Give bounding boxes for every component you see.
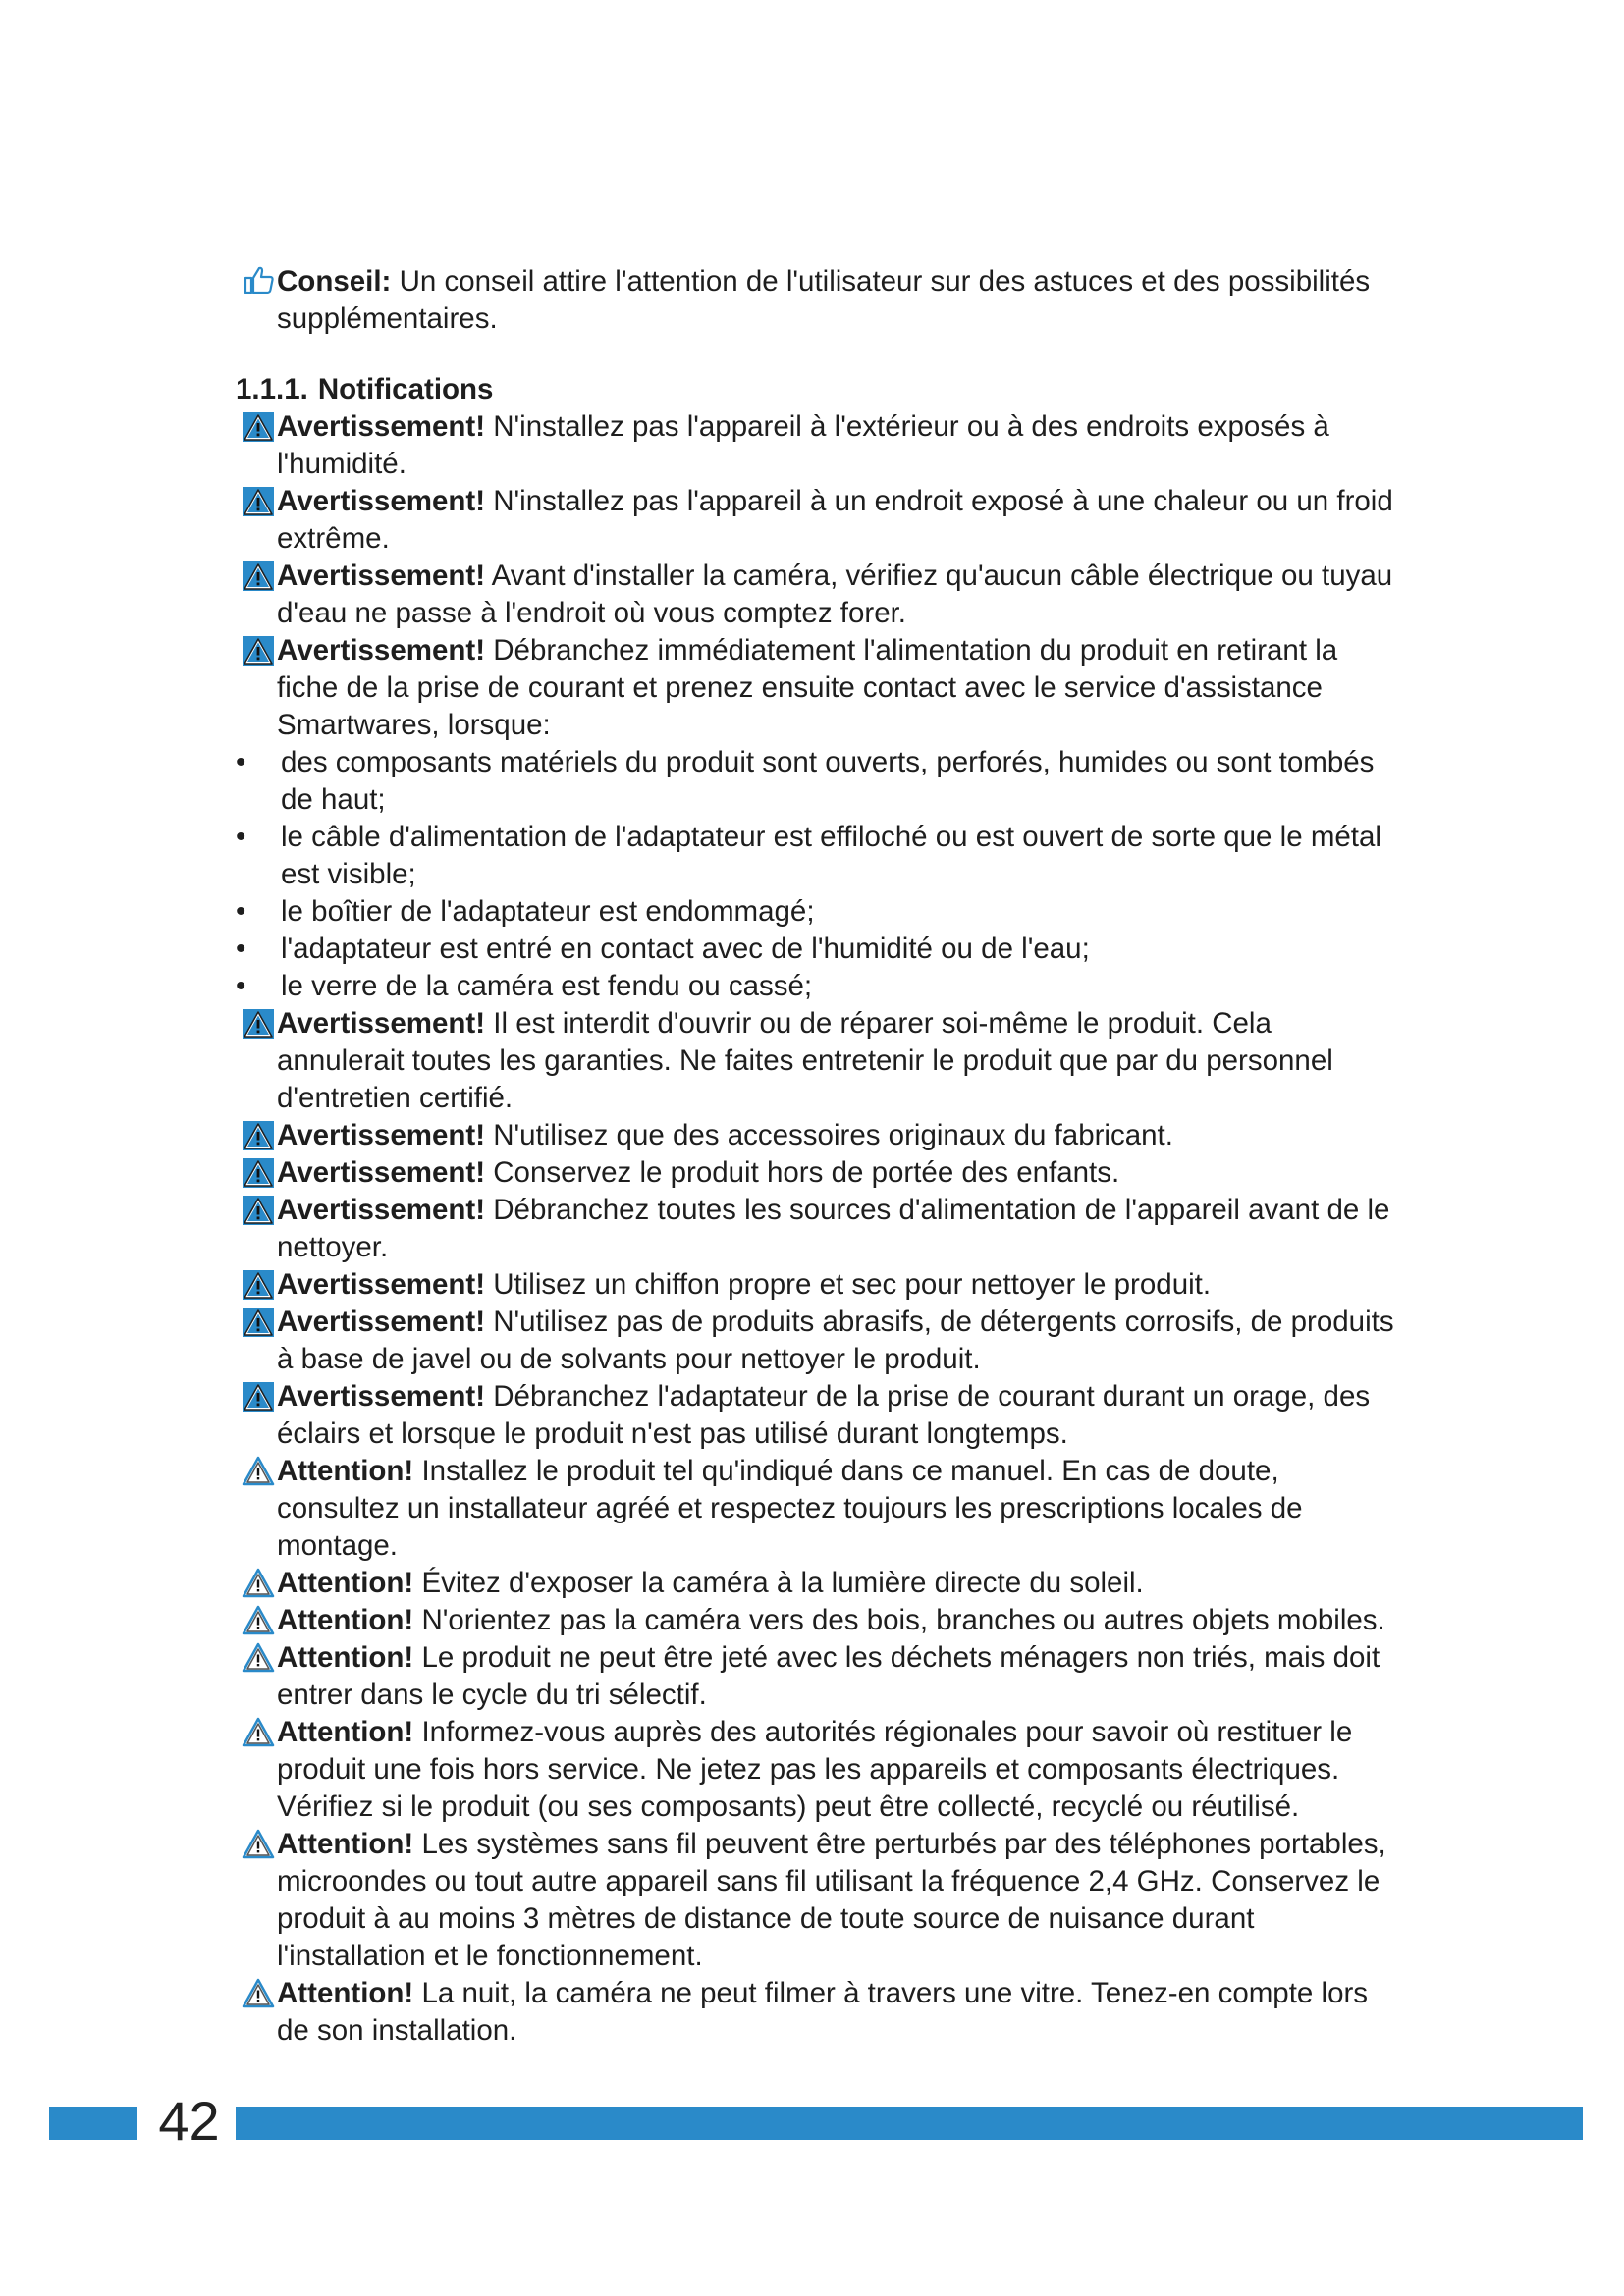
bullet-dot: • bbox=[236, 746, 246, 778]
caution-icon bbox=[242, 1456, 275, 1487]
caution-icon bbox=[242, 1605, 275, 1636]
item-text: Avant d'installer la caméra, vérifiez qu'aucun câble électrique ou tuyau d'eau ne passe à l'endroit où vous comptez forer. bbox=[277, 560, 1393, 629]
section-title: Notifications bbox=[317, 373, 494, 405]
item-label: Avertissement! bbox=[277, 1380, 486, 1413]
warning-item bbox=[236, 483, 1404, 558]
caution-item bbox=[236, 1975, 1404, 2050]
caution-item bbox=[236, 1565, 1404, 1602]
caution-icon bbox=[242, 1642, 275, 1674]
warning-icon bbox=[242, 1120, 275, 1151]
warning-item bbox=[236, 1192, 1404, 1266]
warning-item bbox=[236, 1378, 1404, 1453]
bullet-text: l'adaptateur est entré en contact avec de l'humidité ou de l'eau; bbox=[281, 933, 1090, 965]
bullet-list bbox=[236, 744, 1404, 1005]
item-text: Informez-vous auprès des autorités régionales pour savoir où restituer le produit une fois hors service. Ne jetez pas les appareils et composants électriques. Vérifiez si le produit (ou ses composants) peut être collecté, recyclé ou réutilisé. bbox=[277, 1716, 1353, 1823]
item-label: Avertissement! bbox=[277, 560, 486, 592]
item-label: Attention! bbox=[277, 1455, 414, 1487]
bullet-text: le câble d'alimentation de l'adaptateur est effiloché ou est ouvert de sorte que le métal est visible; bbox=[281, 821, 1381, 890]
item-label: Attention! bbox=[277, 1641, 414, 1674]
item-text: Le produit ne peut être jeté avec les déchets ménagers non triés, mais doit entrer dans le cycle du tri sélectif. bbox=[277, 1641, 1380, 1711]
warning-item bbox=[236, 1304, 1404, 1378]
item-text: Utilisez un chiffon propre et sec pour nettoyer le produit. bbox=[485, 1268, 1212, 1301]
warning-icon bbox=[242, 1307, 275, 1338]
warning-list bbox=[236, 408, 1404, 744]
item-text: Les systèmes sans fil peuvent être perturbés par des téléphones portables, microondes ou tout autre appareil sans fil utilisant la fréquence 2,4 GHz. Conservez le produit à au moins 3 mètres de distance de toute source de nuisance durant l'installation et le fonctionnement. bbox=[277, 1828, 1386, 1972]
warning-item bbox=[236, 632, 1404, 744]
warning-icon bbox=[242, 486, 275, 517]
section-number: 1.1.1. bbox=[236, 373, 308, 405]
item-label: Attention! bbox=[277, 1567, 414, 1599]
caution-item bbox=[236, 1602, 1404, 1639]
caution-icon bbox=[242, 1717, 275, 1748]
item-text: La nuit, la caméra ne peut filmer à travers une vitre. Tenez-en compte lors de son installation. bbox=[277, 1977, 1369, 2047]
bullet-text: le boîtier de l'adaptateur est endommagé; bbox=[281, 895, 815, 928]
bullet-dot: • bbox=[236, 970, 246, 1002]
item-text: Installez le produit tel qu'indiqué dans ce manuel. En cas de doute, consultez un installateur agréé et respectez toujours les prescriptions locales de montage. bbox=[277, 1455, 1303, 1562]
caution-item bbox=[236, 1826, 1404, 1975]
section-heading bbox=[236, 371, 1404, 408]
item-label: Avertissement! bbox=[277, 1194, 486, 1226]
warning-item bbox=[236, 1154, 1404, 1192]
item-text: Débranchez toutes les sources d'alimentation de l'appareil avant de le nettoyer. bbox=[277, 1194, 1390, 1263]
caution-icon bbox=[242, 1829, 275, 1860]
warning-icon bbox=[242, 1269, 275, 1301]
bullet-dot: • bbox=[236, 895, 246, 928]
bullet-item bbox=[236, 819, 1404, 893]
warning-item bbox=[236, 408, 1404, 483]
item-text: N'installez pas l'appareil à l'extérieur ou à des endroits exposés à l'humidité. bbox=[277, 410, 1329, 480]
item-text: N'orientez pas la caméra vers des bois, branches ou autres objets mobiles. bbox=[413, 1604, 1385, 1636]
item-label: Avertissement! bbox=[277, 1268, 486, 1301]
warning-icon bbox=[242, 561, 275, 592]
item-label: Avertissement! bbox=[277, 1007, 486, 1040]
item-text: Conservez le produit hors de portée des enfants. bbox=[485, 1156, 1120, 1189]
item-label: Avertissement! bbox=[277, 634, 486, 667]
bullet-dot: • bbox=[236, 821, 246, 853]
warning-icon bbox=[242, 1008, 275, 1040]
bullet-item bbox=[236, 931, 1404, 968]
bullet-text: des composants matériels du produit sont ouverts, perforés, humides ou sont tombés de haut; bbox=[281, 746, 1375, 816]
item-label: Avertissement! bbox=[277, 410, 486, 443]
item-text: Il est interdit d'ouvrir ou de réparer soi-même le produit. Cela annulerait toutes les garanties. Ne faites entretenir le produit que par du personnel d'entretien certifié. bbox=[277, 1007, 1333, 1114]
bullet-item bbox=[236, 893, 1404, 931]
warning-icon bbox=[242, 1381, 275, 1413]
bullet-text: le verre de la caméra est fendu ou cassé; bbox=[281, 970, 813, 1002]
warning-item bbox=[236, 1117, 1404, 1154]
footer-bar-left bbox=[49, 2107, 137, 2140]
warning-item bbox=[236, 1005, 1404, 1117]
page-number: 42 bbox=[158, 2090, 220, 2152]
caution-icon bbox=[242, 1568, 275, 1599]
caution-icon bbox=[242, 1978, 275, 2009]
item-text: Débranchez immédiatement l'alimentation du produit en retirant la fiche de la prise de courant et prenez ensuite contact avec le service d'assistance Smartwares, lorsque: bbox=[277, 634, 1338, 741]
item-label: Avertissement! bbox=[277, 1119, 486, 1151]
item-text: N'installez pas l'appareil à un endroit exposé à une chaleur ou un froid extrême. bbox=[277, 485, 1393, 555]
item-label: Avertissement! bbox=[277, 485, 486, 517]
warning-item bbox=[236, 1266, 1404, 1304]
tip-text: Un conseil attire l'attention de l'utilisateur sur des astuces et des possibilités supplémentaires. bbox=[277, 265, 1371, 335]
tip-note bbox=[236, 263, 1404, 338]
warning-icon bbox=[242, 1195, 275, 1226]
thumbs-up-icon bbox=[242, 263, 275, 296]
bullet-item bbox=[236, 968, 1404, 1005]
caution-item bbox=[236, 1453, 1404, 1565]
item-label: Attention! bbox=[277, 1977, 414, 2009]
item-label: Avertissement! bbox=[277, 1306, 486, 1338]
item-text: N'utilisez que des accessoires originaux du fabricant. bbox=[485, 1119, 1173, 1151]
bullet-dot: • bbox=[236, 933, 246, 965]
bullet-item bbox=[236, 744, 1404, 819]
page-content bbox=[236, 263, 1404, 2050]
item-label: Attention! bbox=[277, 1828, 414, 1860]
item-label: Attention! bbox=[277, 1716, 414, 1748]
item-label: Avertissement! bbox=[277, 1156, 486, 1189]
warning-icon bbox=[242, 411, 275, 443]
item-text: Évitez d'exposer la caméra à la lumière directe du soleil. bbox=[413, 1567, 1144, 1599]
footer-bar-right bbox=[236, 2107, 1583, 2140]
caution-item bbox=[236, 1714, 1404, 1826]
notice-list bbox=[236, 1005, 1404, 2050]
item-text: Débranchez l'adaptateur de la prise de courant durant un orage, des éclairs et lorsque le produit n'est pas utilisé durant longtemps. bbox=[277, 1380, 1371, 1450]
warning-icon bbox=[242, 635, 275, 667]
item-text: N'utilisez pas de produits abrasifs, de détergents corrosifs, de produits à base de javel ou de solvants pour nettoyer le produit. bbox=[277, 1306, 1394, 1375]
warning-item bbox=[236, 558, 1404, 632]
tip-label: Conseil: bbox=[277, 265, 392, 297]
caution-item bbox=[236, 1639, 1404, 1714]
warning-icon bbox=[242, 1157, 275, 1189]
item-label: Attention! bbox=[277, 1604, 414, 1636]
